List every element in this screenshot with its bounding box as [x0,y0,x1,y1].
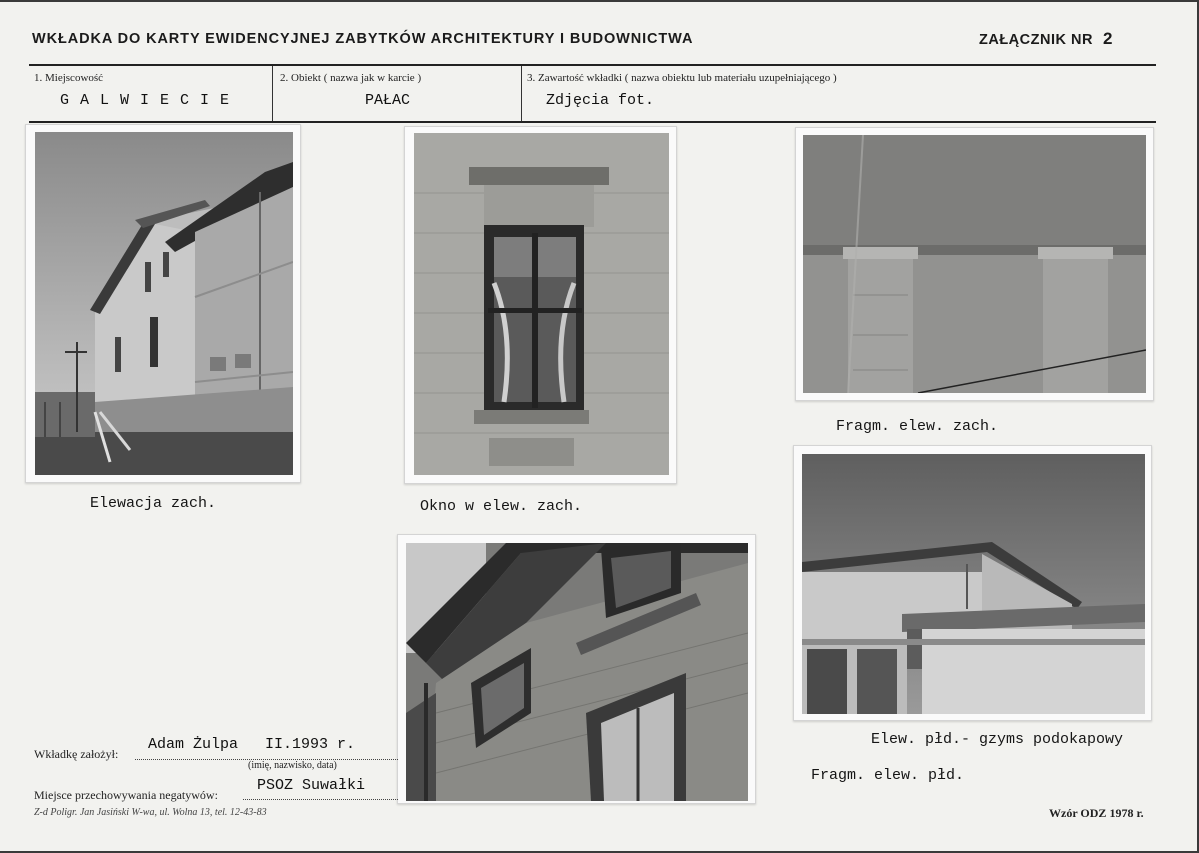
photo-window [404,126,677,484]
header-top-rule [29,64,1156,66]
caption-west-elevation: Elewacja zach. [90,495,217,512]
photo-west-fragment [795,127,1154,401]
caption-window: Okno w elew. zach. [420,498,583,515]
photo-west-elevation-image [35,132,293,475]
founder-hint: (imię, nazwisko, data) [248,760,337,771]
caption-south-fragment: Fragm. elew. płd. [811,767,965,784]
content-label: 3. Zawartość wkładki ( nazwa obiektu lub materiału uzupełniającego ) [527,72,837,84]
photo-window-image [414,133,669,475]
printer-info: Z-d Poligr. Jan Jasiński W-wa, ul. Wolna 13, tel. 12-43-83 [34,807,267,818]
annex-number: 2 [1102,29,1113,48]
storage-value: PSOZ Suwałki [257,777,366,794]
photo-south-fragment-image [406,543,748,801]
locality-value: G A L W I E C I E [60,92,231,109]
pattern-info: Wzór ODZ 1978 r. [1049,806,1144,820]
photo-west-fragment-image [803,135,1146,393]
column-divider-2 [521,66,522,121]
locality-label: 1. Miejscowość [34,72,104,84]
photo-cornice-image [802,454,1145,714]
founder-label: Wkładkę założył: [34,747,119,761]
annex-label [979,29,1113,49]
photo-south-fragment [397,534,756,804]
object-value: PAŁAC [365,92,411,109]
form-sheet [0,2,1197,851]
content-value: Zdjęcia fot. [546,92,655,109]
photo-cornice [793,445,1152,721]
photo-west-elevation [25,124,301,483]
storage-line [243,799,398,800]
storage-label: Miejsce przechowywania negatywów: [34,788,218,802]
founder-value: Adam Żulpa II.1993 r. [148,736,356,753]
caption-cornice: Elew. płd.- gzyms podokapowy [871,731,1124,748]
object-label: 2. Obiekt ( nazwa jak w karcie ) [280,72,422,84]
caption-west-fragment: Fragm. elew. zach. [836,418,999,435]
column-divider-1 [272,66,273,121]
form-title: WKŁADKA DO KARTY EWIDENCYJNEJ ZABYTKÓW ARCHITEKTURY I BUDOWNICTWA [32,31,694,47]
header-bottom-rule [29,121,1156,123]
annex-label-text: ZAŁĄCZNIK NR [979,32,1093,48]
